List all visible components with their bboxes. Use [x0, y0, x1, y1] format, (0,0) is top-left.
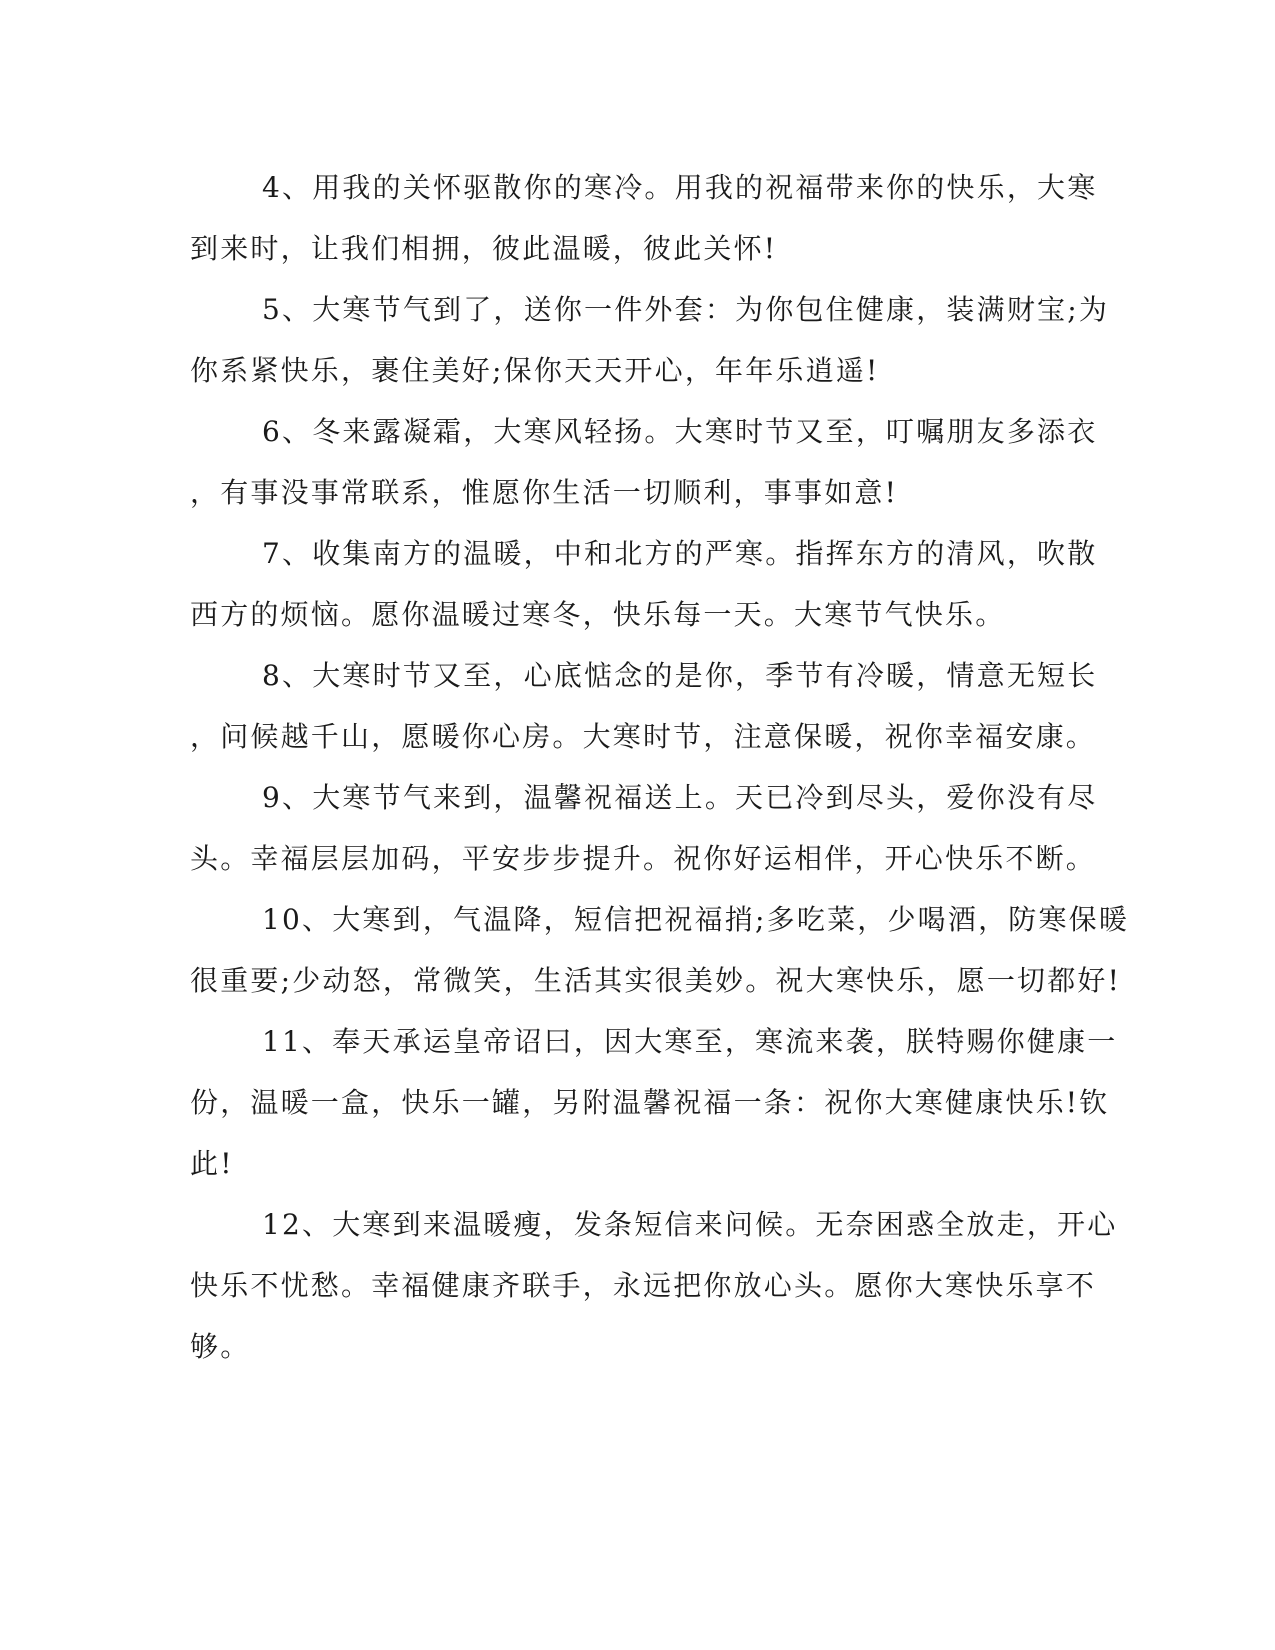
- paragraph-line: 9、大寒节气来到，温馨祝福送上。天已冷到尽头，爱你没有尽: [262, 781, 1098, 814]
- paragraph-line: 6、冬来露凝霜，大寒风轻扬。大寒时节又至，叮嘱朋友多添衣: [262, 415, 1098, 448]
- paragraph-line: 此!: [190, 1147, 234, 1180]
- paragraph-line: 份，温暖一盒，快乐一罐，另附温馨祝福一条：祝你大寒健康快乐!钦: [190, 1086, 1110, 1119]
- paragraph-line: 到来时，让我们相拥，彼此温暖，彼此关怀!: [190, 232, 778, 265]
- paragraph-line: 12、大寒到来温暖瘦，发条短信来问候。无奈困惑全放走，开心: [262, 1208, 1118, 1241]
- paragraph-line: 够。: [190, 1330, 251, 1363]
- paragraph-line: 西方的烦恼。愿你温暖过寒冬，快乐每一天。大寒节气快乐。: [190, 598, 1006, 631]
- paragraph-line: 10、大寒到，气温降，短信把祝福捎;多吃菜，少喝酒，防寒保暖: [262, 903, 1130, 936]
- paragraph-9: [190, 767, 1110, 889]
- paragraph-4: [190, 157, 1110, 279]
- paragraph-line: 4、用我的关怀驱散你的寒冷。用我的祝福带来你的快乐，大寒: [262, 171, 1098, 204]
- paragraph-11: [190, 1011, 1118, 1194]
- paragraph-line: 快乐不忧愁。幸福健康齐联手，永远把你放心头。愿你大寒快乐享不: [190, 1269, 1097, 1302]
- paragraph-line: 7、收集南方的温暖，中和北方的严寒。指挥东方的清风，吹散: [262, 537, 1098, 570]
- paragraph-line: 8、大寒时节又至，心底惦念的是你，季节有冷暖，情意无短长: [262, 659, 1098, 692]
- paragraph-line: 头。幸福层层加码，平安步步提升。祝你好运相伴，开心快乐不断。: [190, 842, 1097, 875]
- paragraph-8: [190, 645, 1110, 767]
- paragraph-12: [190, 1194, 1118, 1377]
- paragraph-line: ，有事没事常联系，惟愿你生活一切顺利，事事如意!: [190, 476, 899, 509]
- paragraph-line: ，问候越千山，愿暖你心房。大寒时节，注意保暖，祝你幸福安康。: [190, 720, 1097, 753]
- paragraph-6: [190, 401, 1110, 523]
- paragraph-10: [190, 889, 1130, 1011]
- paragraph-5: [190, 279, 1110, 401]
- paragraph-line: 11、奉天承运皇帝诏曰，因大寒至，寒流来袭，朕特赐你健康一: [262, 1025, 1118, 1058]
- paragraph-line: 你系紧快乐，裹住美好;保你天天开心，年年乐逍遥!: [190, 354, 880, 387]
- paragraph-line: 5、大寒节气到了，送你一件外套：为你包住健康，装满财宝;为: [262, 293, 1110, 326]
- paragraph-7: [190, 523, 1110, 645]
- paragraph-line: 很重要;少动怒，常微笑，生活其实很美妙。祝大寒快乐，愿一切都好!: [190, 964, 1122, 997]
